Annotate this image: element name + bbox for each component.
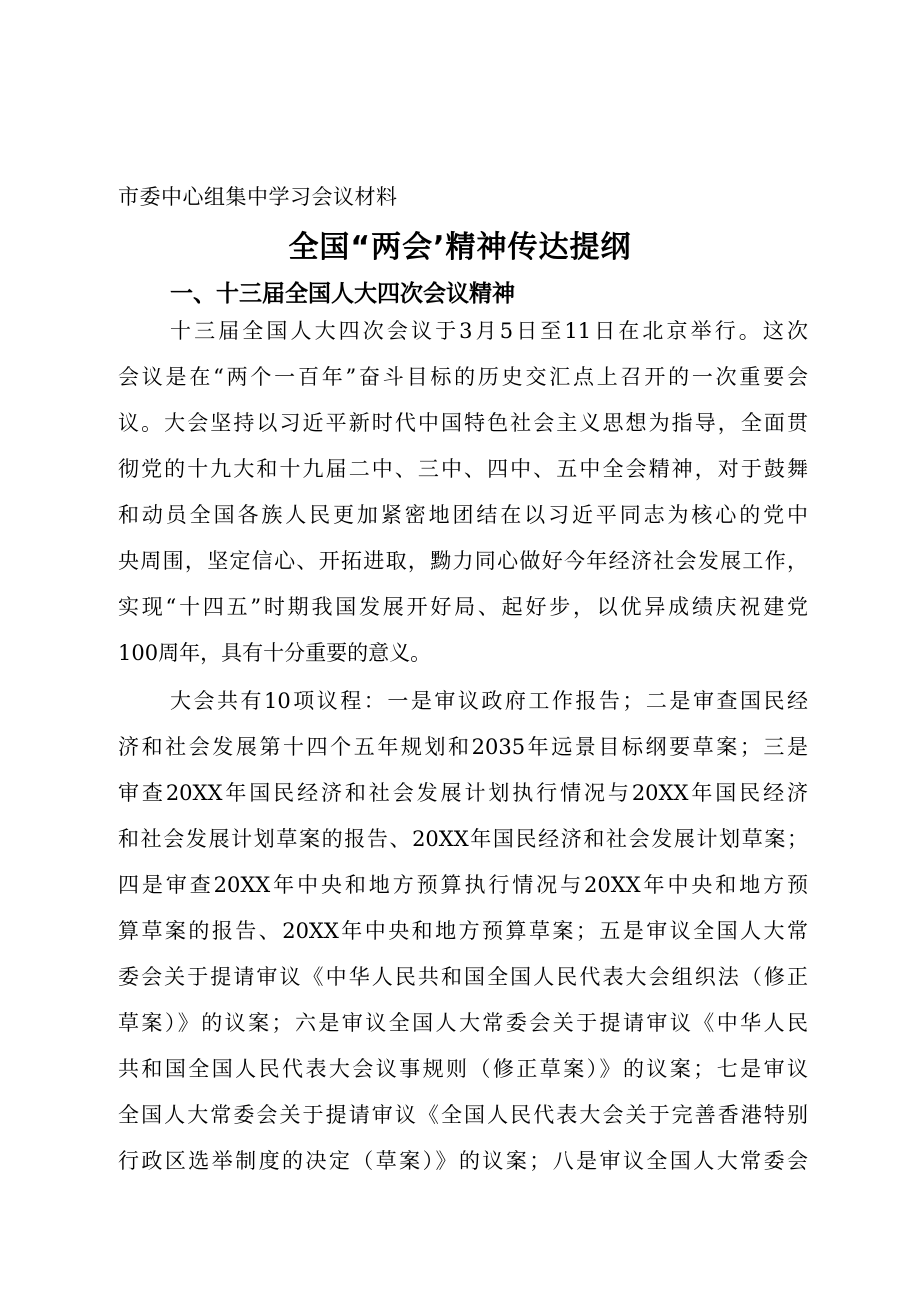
paragraph-line: 全国人大常委会关于提请审议《全国人民代表大会关于完善香港特别 bbox=[118, 1103, 808, 1127]
paragraph-line: 草案）》的议案；六是审议全国人大常委会关于提请审议《中华人民 bbox=[118, 1011, 808, 1035]
meeting-material-label: 市委中心组集中学习会议材料 bbox=[118, 185, 398, 209]
paragraph-line: 委会关于提请审议《中华人民共和国全国人民代表大会组织法（修正 bbox=[118, 965, 808, 989]
paragraph-line: 算草案的报告、20XX年中央和地方预算草案；五是审议全国人大常 bbox=[118, 919, 808, 943]
paragraph-line: 100周年，具有十分重要的意义。 bbox=[118, 641, 432, 665]
paragraph-line: 和社会发展计划草案的报告、20XX年国民经济和社会发展计划草案； bbox=[118, 827, 808, 851]
paragraph-line: 济和社会发展第十四个五年规划和2035年远景目标纲要草案；三是 bbox=[118, 735, 808, 759]
paragraph-line: 议。大会坚持以习近平新时代中国特色社会主义思想为指导，全面贯 bbox=[118, 411, 808, 435]
paragraph-line: 行政区选举制度的决定（草案）》的议案；八是审议全国人大常委会 bbox=[118, 1149, 808, 1173]
paragraph-line: 央周围，坚定信心、开拓进取，黝力同心做好今年经济社会发展工作， bbox=[118, 549, 808, 573]
paragraph-line: 四是审查20XX年中央和地方预算执行情况与20XX年中央和地方预 bbox=[118, 873, 808, 897]
paragraph-line: 共和国全国人民代表大会议事规则（修正草案）》的议案；七是审议 bbox=[118, 1057, 808, 1081]
paragraph-line: 彻党的十九大和十九届二中、三中、四中、五中全会精神，对于鼓舞 bbox=[118, 457, 808, 481]
paragraph-line: 大会共有10项议程：一是审议政府工作报告；二是审查国民经 bbox=[170, 689, 808, 713]
paragraph-line: 十三届全国人大四次会议于3月5日至11日在北京举行。这次 bbox=[170, 319, 808, 343]
document-title: 全国“两会’精神传达提纲 bbox=[288, 230, 632, 265]
paragraph-line: 会议是在“两个一百年”奋斗目标的历史交汇点上召开的一次重要会 bbox=[118, 365, 808, 389]
paragraph-line: 实现“十四五”时期我国发展开好局、起好步，以优异成绩庆祝建党 bbox=[118, 595, 808, 619]
section-heading: 一、十三届全国人大四次会议精神 bbox=[170, 281, 515, 307]
paragraph-line: 审查20XX年国民经济和社会发展计划执行情况与20XX年国民经济 bbox=[118, 781, 808, 805]
paragraph-line: 和动员全国各族人民更加紧密地团结在以习近平同志为核心的党中 bbox=[118, 503, 808, 527]
